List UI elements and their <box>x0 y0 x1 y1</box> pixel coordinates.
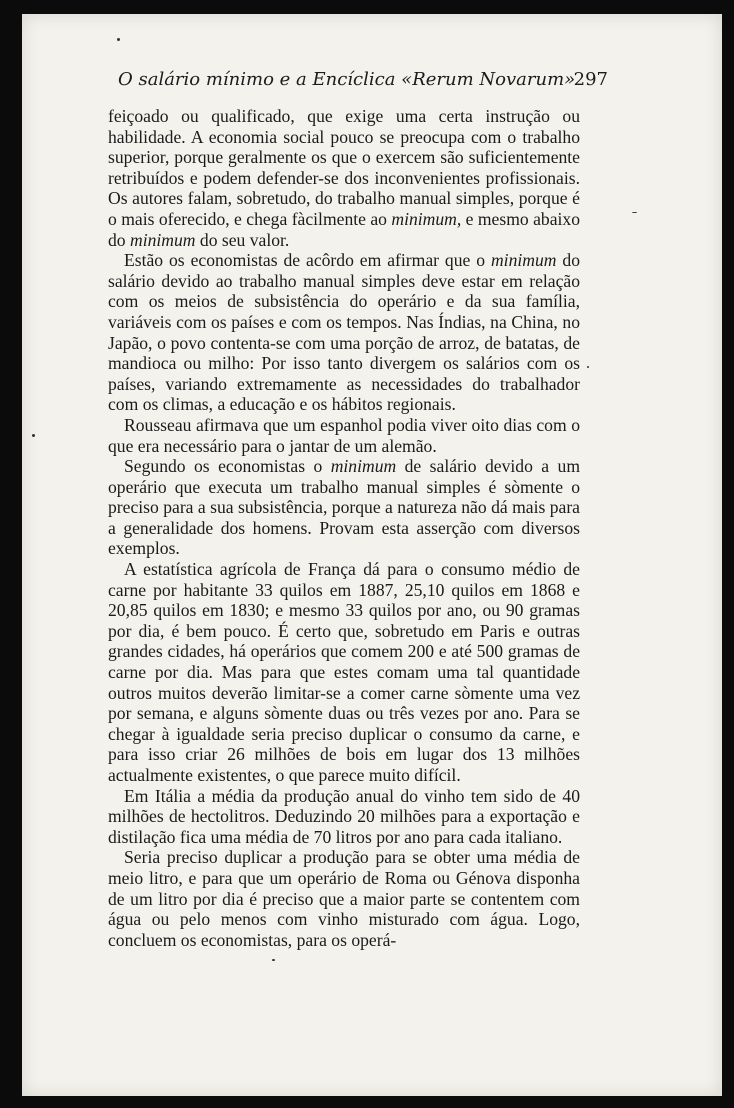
book-page <box>22 14 722 1096</box>
text-run: feiçoado ou qualificado, que exige uma certa instrução ou habilidade. A economia social pouco se preocupa com o trabalho superior, porque geralmente os que o exercem são suficientemente retribuídos e podem defender-se dos inconvenientes profissionais. Os autores falam, sobretudo, do trabalho manual simples, porque é o mais oferecido, e chega fàcilmente ao <box>108 106 580 229</box>
text-run: Rousseau afirmava que um espanhol podia viver oito dias com o que era necessário para o jantar de um alemão. <box>108 414 580 456</box>
text-run: e mesmo abaixo do <box>108 208 580 250</box>
body-text <box>108 106 580 950</box>
page-number: 297 <box>573 69 608 90</box>
italic-term: minimum, <box>391 208 462 229</box>
italic-term: minimum <box>490 250 557 271</box>
text-run: de salário devido a um operário que executa um trabalho manual simples é sòmente o preciso para a sua subsistência, porque a natureza não dá mais para a generalidade dos homens. Provam esta asserção com diversos exemplos. <box>108 456 581 559</box>
paper-speck <box>272 959 275 961</box>
paragraph <box>108 415 580 456</box>
text-run: A estatística agrícola de França dá para o consumo médio de carne por habitante 33 quilos em 1887, 25,10 quilos em 1868 e 20,85 quilos em 1830; e mesmo 33 quilos por ano, ou 90 gramas por dia, é bem pouco. É certo que, sobretudo em Paris e outras grandes cidades, há operários que comem 200 e até 500 gramas de carne por dia. Mas para que estes comam uma tal quantidade outros muitos deverão limitar-se a comer carne sòmente uma vez por semana, e alguns sòmente duas ou três vezes por ano. Para se chegar à igualdade seria preciso duplicar o consumo da carne, e para isso criar 26 milhões de bois em lugar dos 13 milhões actualmente existentes, o que parece muito difícil. <box>108 559 580 785</box>
text-run: Segundo os economistas o <box>124 456 331 477</box>
paper-speck <box>32 434 35 437</box>
paragraph <box>108 106 580 250</box>
paragraph <box>108 847 580 950</box>
running-header <box>118 69 608 90</box>
text-run: Seria preciso duplicar a produção para se obter uma média de meio litro, e para que um operário de Roma ou Génova disponha de um litro por dia é preciso que a maior parte se contentem com água ou pelo menos com vinho misturado com água. Logo, concluem os economistas, para os operá- <box>108 847 580 950</box>
paragraph <box>108 250 580 415</box>
paper-speck <box>117 38 120 41</box>
paper-speck <box>632 212 637 213</box>
italic-term: minimum <box>130 229 196 250</box>
text-run: Em Itália a média da produção anual do vinho tem sido de 40 milhões de hectolitros. Deduzindo 20 milhões para a exportação e distilação fica uma média de 70 litros por ano para cada italiano. <box>108 785 580 847</box>
italic-term: minimum <box>330 456 397 477</box>
paragraph <box>108 559 580 786</box>
text-run: do seu valor. <box>195 229 290 250</box>
paragraph <box>108 456 580 559</box>
paper-speck <box>587 366 589 368</box>
text-run: do salário devido ao trabalho manual simples deve estar em relação com os meios de subsistência do operário e da sua família, variáveis com os países e com os tempos. Nas Índias, na China, no Japão, o povo contenta-se com uma porção de arroz, de batatas, de mandioca ou milho: Por isso tanto divergem os salários com os países, variando extremamente as necessidades do trabalhador com os climas, a educação e os hábitos regionais. <box>108 250 580 415</box>
paragraph <box>108 786 580 848</box>
text-run: Estão os economistas de acôrdo em afirmar que o <box>124 250 491 271</box>
running-title: O salário mínimo e a Encíclica «Rerum Novarum» <box>118 69 576 90</box>
